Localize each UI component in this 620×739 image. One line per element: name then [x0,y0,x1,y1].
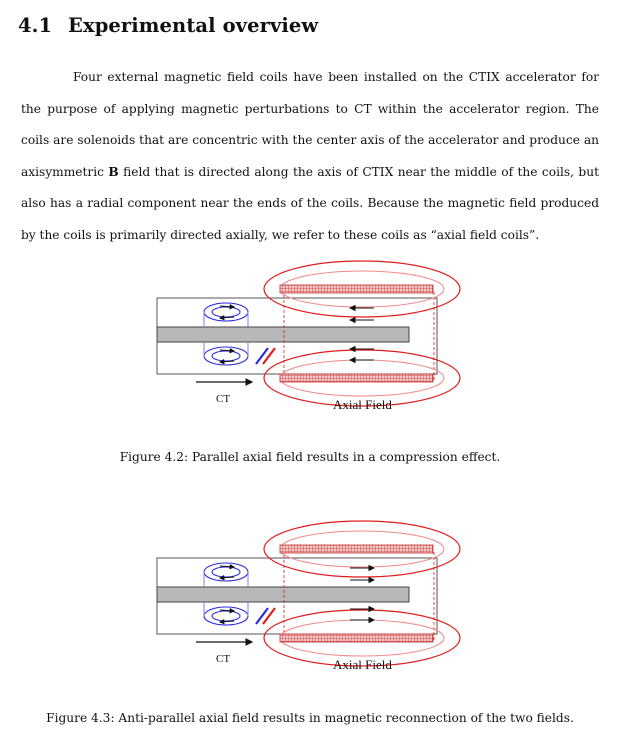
figure-4-3-diagram [150,512,470,682]
body-paragraph [21,62,599,252]
paragraph-bold-b: B [108,164,119,179]
ct-loops-bottom [204,602,248,625]
blue-slash [256,348,268,364]
ct-label: CT [216,393,231,405]
coil-bottom [280,374,433,382]
coil-top [280,545,433,553]
section-heading [18,14,318,37]
section-number: 4.1 [18,14,53,37]
red-slash [263,608,275,624]
ct-label: CT [216,653,231,665]
paragraph-text-1: Four external magnetic field coils have been installed on the CTIX accelerator for the purpose of applying magnetic perturbations to CT within the accelerator region. The coils are solenoids that are concentric with the center axis of the accelerator and produce an axisymmetric [21,70,599,179]
ct-loops-bottom [204,342,248,365]
coil-bottom [280,634,433,642]
ct-loops-top [204,303,248,327]
center-electrode [157,587,409,602]
figure-4-2-caption: Figure 4.2: Parallel axial field results in a compression effect. [119,450,501,464]
coil-top [280,285,433,293]
paragraph-text-2: field that is directed along the axis of CTIX near the middle of the coils, but also has a radial component near the ends of the coils. Because the magnetic field produced by the coils is primarily directed axially, we refer to these coils as “axial field coils”. [21,164,599,242]
center-electrode [157,327,409,342]
axial-field-label: Axial Field [333,397,392,412]
red-slash [263,348,275,364]
axial-field-label: Axial Field [333,657,392,672]
figure-4-3-caption: Figure 4.3: Anti-parallel axial field results in magnetic reconnection of the two fields. [46,711,574,725]
figure-4-2-diagram [150,252,470,422]
blue-slash [256,608,268,624]
section-title: Experimental overview [68,14,319,37]
ct-loops-top [204,563,248,587]
